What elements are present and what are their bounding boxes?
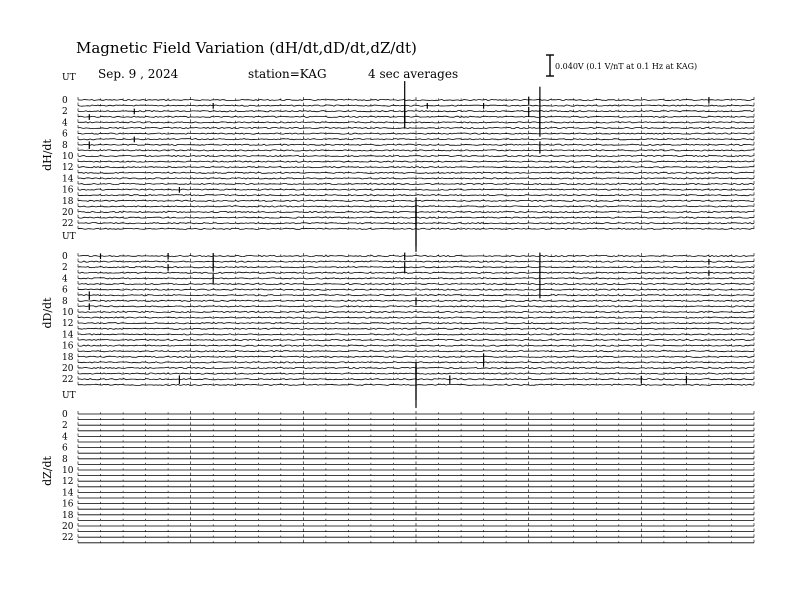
scale-bar [546, 55, 554, 76]
minute-ticks [78, 489, 754, 492]
minute-ticks [78, 523, 754, 526]
hour-label: 0 [62, 252, 68, 262]
minute-ticks [78, 484, 754, 487]
hour-label: 8 [62, 140, 68, 151]
minute-ticks [78, 337, 754, 340]
hour-label: 22 [62, 375, 74, 386]
hour-label: 6 [62, 443, 68, 454]
minute-ticks [78, 270, 754, 273]
hour-label: 10 [62, 466, 74, 476]
hour-label: 16 [62, 341, 74, 352]
minute-ticks [78, 517, 754, 520]
date-label: Sep. 9 , 2024 [98, 67, 179, 81]
minute-ticks [78, 540, 754, 543]
hour-label: 0 [62, 96, 68, 106]
panels-layer [41, 73, 754, 543]
minute-ticks [78, 331, 754, 334]
hour-label: 0 [62, 410, 68, 420]
hour-label: 16 [62, 499, 74, 510]
station-label: station=KAG [248, 67, 327, 81]
minute-ticks [78, 445, 754, 448]
averaging-label: 4 sec averages [368, 67, 459, 81]
minute-ticks [78, 428, 754, 431]
panel-label: dH/dt [41, 139, 54, 171]
ut-label: UT [62, 391, 76, 401]
hour-label: 16 [62, 185, 74, 196]
minute-ticks [78, 495, 754, 498]
minute-ticks [78, 417, 754, 420]
minute-ticks [78, 450, 754, 453]
hour-label: 12 [62, 477, 74, 488]
hour-label: 18 [62, 352, 74, 363]
minute-ticks [78, 259, 754, 262]
minute-ticks [78, 97, 754, 100]
ut-label: UT [62, 232, 76, 242]
minute-ticks [78, 534, 754, 537]
minute-ticks [78, 478, 754, 481]
hour-label: 4 [62, 432, 68, 443]
hour-label: 14 [62, 174, 74, 185]
minute-ticks [78, 461, 754, 464]
ut-label: UT [62, 73, 76, 83]
hour-label: 20 [62, 364, 74, 374]
hour-label: 12 [62, 163, 74, 174]
minute-ticks [78, 411, 754, 414]
panel-label: dZ/dt [41, 456, 54, 486]
hour-label: 22 [62, 219, 74, 230]
hour-label: 8 [62, 296, 68, 307]
minute-ticks [78, 467, 754, 470]
hour-label: 8 [62, 454, 68, 465]
minute-ticks [78, 501, 754, 504]
minute-ticks [78, 170, 754, 173]
hour-label: 12 [62, 319, 74, 330]
hour-label: 18 [62, 196, 74, 207]
minute-ticks [78, 433, 754, 436]
hour-label: 4 [62, 118, 68, 129]
hour-label: 10 [62, 308, 74, 318]
hour-label: 2 [62, 107, 68, 118]
hour-label: 14 [62, 330, 74, 341]
hour-label: 18 [62, 510, 74, 521]
scale-label: 0.040V (0.1 V/nT at 0.1 Hz at KAG) [555, 62, 698, 71]
hour-label: 20 [62, 522, 74, 532]
minute-ticks [78, 439, 754, 442]
minute-ticks [78, 512, 754, 515]
hour-label: 4 [62, 274, 68, 285]
hour-label: 2 [62, 421, 68, 432]
hour-label: 22 [62, 533, 74, 544]
minute-ticks [78, 506, 754, 509]
minute-ticks [78, 281, 754, 284]
minute-ticks [78, 422, 754, 425]
panel-label: dD/dt [41, 297, 54, 329]
chart-title: Magnetic Field Variation (dH/dt,dD/dt,dZ/dt) [76, 39, 417, 57]
hour-label: 10 [62, 152, 74, 162]
minute-ticks [78, 175, 754, 178]
hour-label: 2 [62, 263, 68, 274]
minute-ticks [78, 456, 754, 459]
hour-label: 6 [62, 129, 68, 140]
hour-label: 6 [62, 285, 68, 296]
minute-ticks [78, 473, 754, 476]
hour-label: 20 [62, 208, 74, 218]
minute-ticks [78, 529, 754, 532]
hour-label: 14 [62, 488, 74, 499]
